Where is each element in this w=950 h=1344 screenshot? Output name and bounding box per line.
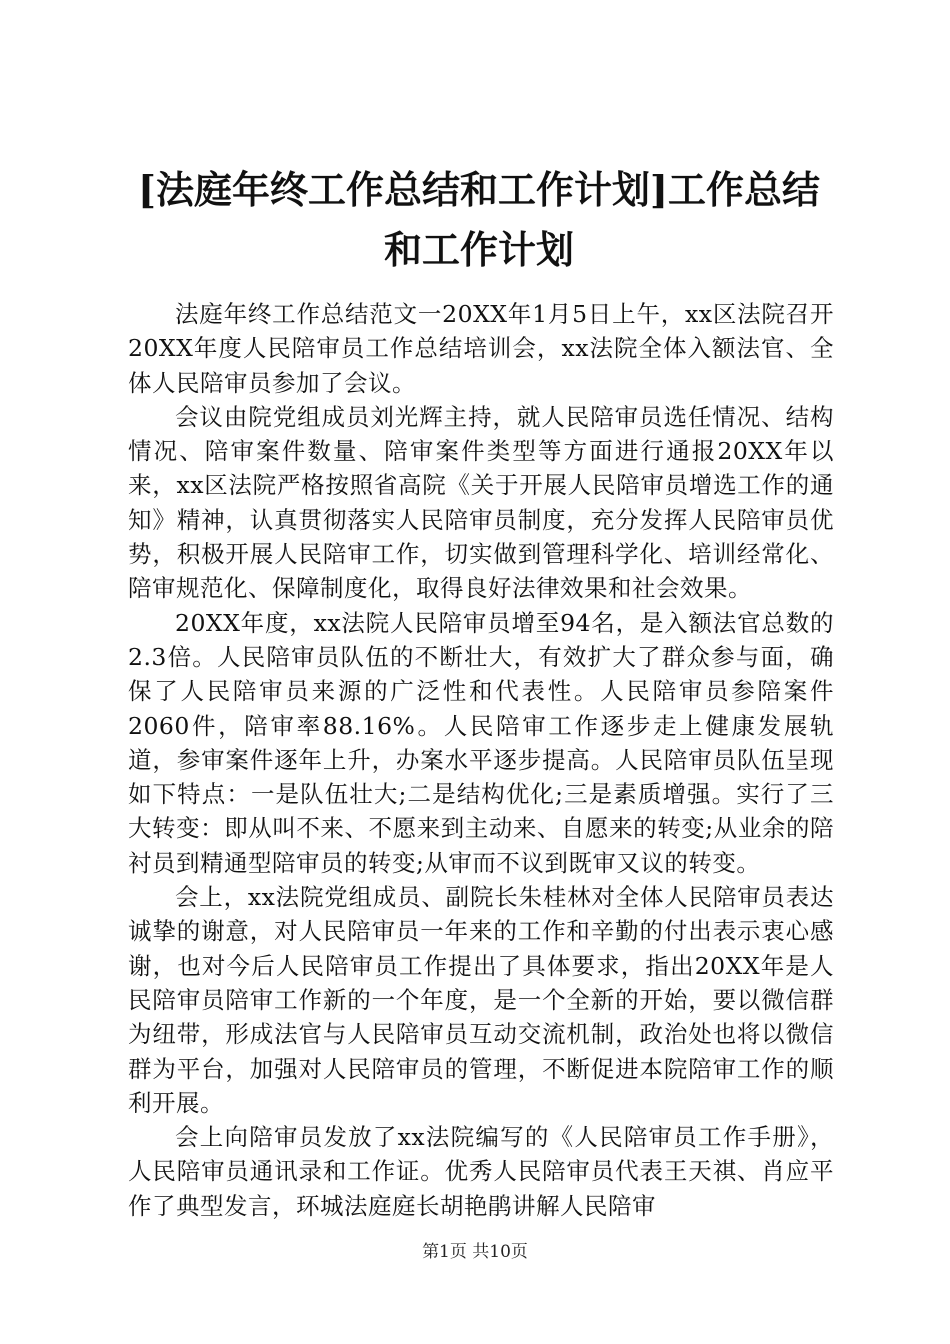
paragraph: 20XX年度，xx法院人民陪审员增至94名，是入额法官总数的2.3倍。人民陪审员队伍的不断壮大，有效扩大了群众参与面，确保了人民陪审员来源的广泛性和代表性。人民陪审员参陪案件2060件，陪审率88.16%。人民陪审工作逐步走上健康发展轨道，参审案件逐年上升，办案水平逐步提高。人民陪审员队伍呈现如下特点：一是队伍壮大;二是结构优化;三是素质增强。实行了三大转变：即从叫不来、不愿来到主动来、自愿来的转变;从业余的陪衬员到精通型陪审员的转变;从审而不议到既审又议的转变。 <box>128 608 834 877</box>
document-body <box>128 297 834 1220</box>
paragraph: 会上，xx法院党组成员、副院长朱桂林对全体人民陪审员表达诚挚的谢意，对人民陪审员一年来的工作和辛勤的付出表示衷心感谢，也对今后人民陪审员工作提出了具体要求，指出20XX年是人民陪审员陪审工作新的一个年度，是一个全新的开始，要以微信群为纽带，形成法官与人民陪审员互动交流机制，政治处也将以微信群为平台，加强对人民陪审员的管理，不断促进本院陪审工作的顺利开展。 <box>128 883 834 1117</box>
page-number-footer: 第1页 共10页 <box>422 1242 528 1262</box>
document-title: [法庭年终工作总结和工作计划]工作总结和工作计划 <box>138 167 820 272</box>
paragraph: 会上向陪审员发放了xx法院编写的《人民陪审员工作手册》，人民陪审员通讯录和工作证。优秀人民陪审员代表王天祺、肖应平作了典型发言，环城法庭庭长胡艳鹃讲解人民陪审 <box>128 1123 834 1220</box>
paragraph: 法庭年终工作总结范文一20XX年1月5日上午，xx区法院召开20XX年度人民陪审员工作总结培训会，xx法院全体入额法官、全体人民陪审员参加了会议。 <box>128 300 834 397</box>
paragraph: 会议由院党组成员刘光辉主持，就人民陪审员选任情况、结构情况、陪审案件数量、陪审案件类型等方面进行通报20XX年以来，xx区法院严格按照省高院《关于开展人民陪审员增选工作的通知》精神，认真贯彻落实人民陪审员制度，充分发挥人民陪审员优势，积极开展人民陪审工作，切实做到管理科学化、培训经常化、陪审规范化、保障制度化，取得良好法律效果和社会效果。 <box>128 402 834 603</box>
